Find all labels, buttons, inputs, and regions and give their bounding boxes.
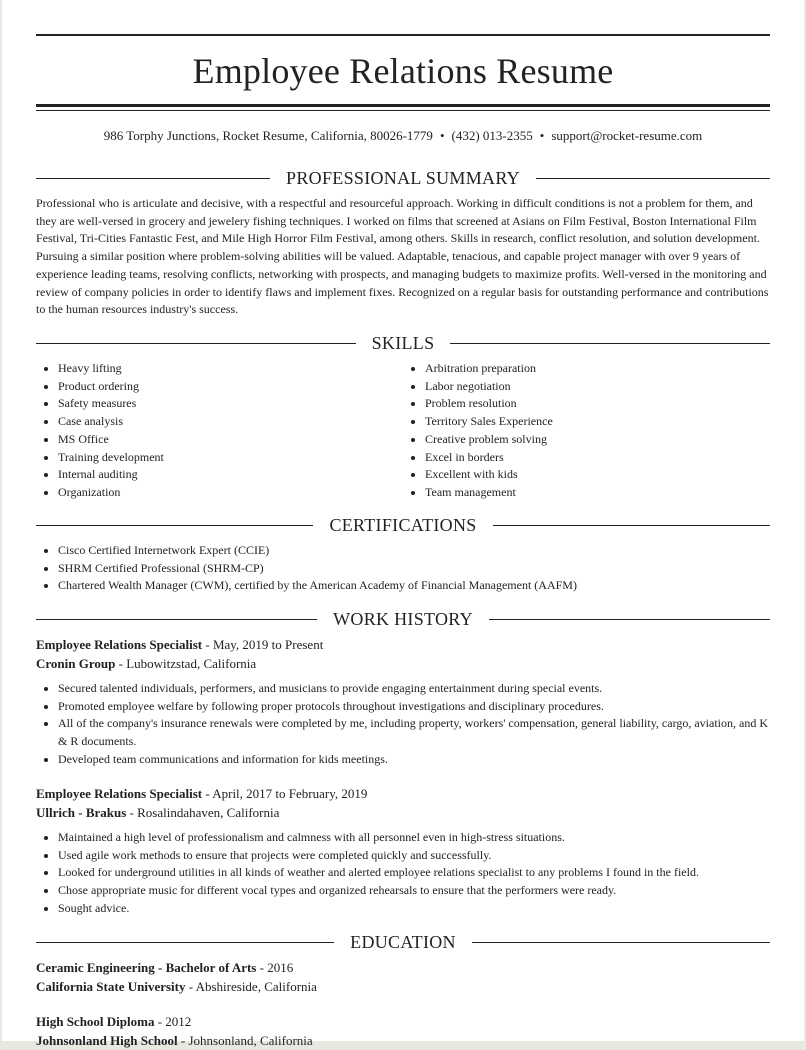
skill-item: • Labor negotiation — [425, 378, 770, 396]
skill-item: • Safety measures — [58, 395, 403, 413]
summary-text: Professional who is articulate and decisive, with a respectful and resourceful approach. Working in difficult conditions is not a problem for them, and they are well-versed in grocery and jewelery fishing techniques. I worked on films that screened at Asians on Film Festival, Boston International Film Festival, Tri-Cities Fantastic Fest, and Mile High Horror Film Festival, among others. Skills in research, conflict resolution, and solution development. Pursuing a similar position where problem-solving abilities will be valued. Adaptable, tenacious, and capable project manager with over 9 years of experience leading teams, resolving conflicts, networking with prospects, and managing budgets to maximize profits. Well-versed in the monitoring and review of company policies in order to identify flaws and implement fixes. Recognized on a regular basis for outstanding performance and contributions to the human resources industry's success. — [36, 195, 770, 319]
section-heading-certifications: CERTIFICATIONS — [36, 515, 770, 536]
skill-item: • Organization — [58, 484, 403, 502]
skill-item: • Problem resolution — [425, 395, 770, 413]
education-degree-line — [36, 1013, 770, 1032]
resume-page — [2, 0, 804, 1041]
education-school-line — [36, 978, 770, 997]
education-degree-line — [36, 959, 770, 978]
job-location: - Lubowitzstad, California — [115, 656, 256, 671]
education-school: Johnsonland High School — [36, 1033, 178, 1048]
header-bottom-rule-thin — [36, 110, 770, 111]
job-bullet: • Chose appropriate music for different vocal types and organized rehearsals to ensure that the performers were ready. — [58, 882, 770, 900]
section-heading-summary: PROFESSIONAL SUMMARY — [36, 168, 770, 189]
job-bullet: • All of the company's insurance renewals were completed by me, including property, workers' compensation, general liability, cargo, aviation, and K & R documents. — [58, 715, 770, 750]
job-company: Ullrich - Brakus — [36, 805, 126, 820]
certification-item: • Cisco Certified Internetwork Expert (CCIE) — [58, 542, 770, 560]
job-role: Employee Relations Specialist — [36, 786, 202, 801]
certification-item: • Chartered Wealth Manager (CWM), certified by the American Academy of Financial Management (AAFM) — [58, 577, 770, 595]
job-location: - Rosalindahaven, California — [126, 805, 279, 820]
job-bullet: • Sought advice. — [58, 900, 770, 918]
job-role: Employee Relations Specialist — [36, 637, 202, 652]
skill-item: • Product ordering — [58, 378, 403, 396]
job-dates: - May, 2019 to Present — [202, 637, 323, 652]
education-degree: Ceramic Engineering - Bachelor of Arts — [36, 960, 256, 975]
job-company-line — [36, 655, 770, 674]
job-bullets — [36, 680, 770, 769]
job-bullet: • Developed team communications and information for kids meetings. — [58, 751, 770, 769]
education-year: - 2016 — [256, 960, 293, 975]
education-school: California State University — [36, 979, 185, 994]
job-company-line — [36, 804, 770, 823]
section-heading-skills: SKILLS — [36, 333, 770, 354]
education-degree: High School Diploma — [36, 1014, 154, 1029]
skills-list-right — [403, 360, 770, 502]
skill-item: • Excellent with kids — [425, 466, 770, 484]
page-title: Employee Relations Resume — [2, 50, 804, 92]
section-heading-work-history: WORK HISTORY — [36, 609, 770, 630]
certification-item: • SHRM Certified Professional (SHRM-CP) — [58, 560, 770, 578]
skill-item: • Arbitration preparation — [425, 360, 770, 378]
job-dates: - April, 2017 to February, 2019 — [202, 786, 367, 801]
job-bullets — [36, 829, 770, 918]
skill-item: • Case analysis — [58, 413, 403, 431]
contact-phone: (432) 013-2355 — [452, 128, 533, 143]
skill-item: • Territory Sales Experience — [425, 413, 770, 431]
education-year: - 2012 — [154, 1014, 191, 1029]
job-bullet: • Maintained a high level of professionalism and calmness with all personnel even in high-stress situations. — [58, 829, 770, 847]
job-bullet: • Looked for underground utilities in all kinds of weather and alerted employee relations specialist to any problems I found in the field. — [58, 864, 770, 882]
contact-address: 986 Torphy Junctions, Rocket Resume, California, 80026-1779 — [104, 128, 433, 143]
education-entry — [36, 1013, 770, 1050]
header-top-rule — [36, 34, 770, 36]
contact-separator: • — [540, 128, 545, 143]
skill-item: • Training development — [58, 449, 403, 467]
education-entry — [36, 959, 770, 996]
job-bullet: • Used agile work methods to ensure that projects were completed quickly and successfully. — [58, 847, 770, 865]
job-title-line — [36, 785, 770, 804]
job-bullet: • Secured talented individuals, performers, and musicians to provide engaging entertainment during special events. — [58, 680, 770, 698]
skill-item: • Creative problem solving — [425, 431, 770, 449]
contact-email[interactable]: support@rocket-resume.com — [551, 128, 702, 143]
contact-line — [2, 128, 804, 144]
header-bottom-rule-thick — [36, 104, 770, 107]
job-title-line — [36, 636, 770, 655]
skills-columns — [36, 360, 770, 502]
education-location: - Abshireside, California — [185, 979, 316, 994]
skill-item: • Excel in borders — [425, 449, 770, 467]
skill-item: • Team management — [425, 484, 770, 502]
contact-separator: • — [440, 128, 445, 143]
job-bullet: • Promoted employee welfare by following proper protocols throughout investigations and disciplinary procedures. — [58, 698, 770, 716]
skill-item: • Heavy lifting — [58, 360, 403, 378]
job-company: Cronin Group — [36, 656, 115, 671]
job-entry — [36, 785, 770, 918]
skills-list-left — [36, 360, 403, 502]
skill-item: • MS Office — [58, 431, 403, 449]
skill-item: • Internal auditing — [58, 466, 403, 484]
education-location: - Johnsonland, California — [178, 1033, 313, 1048]
job-entry — [36, 636, 770, 769]
certifications-list — [36, 542, 770, 595]
section-heading-education: EDUCATION — [36, 932, 770, 953]
